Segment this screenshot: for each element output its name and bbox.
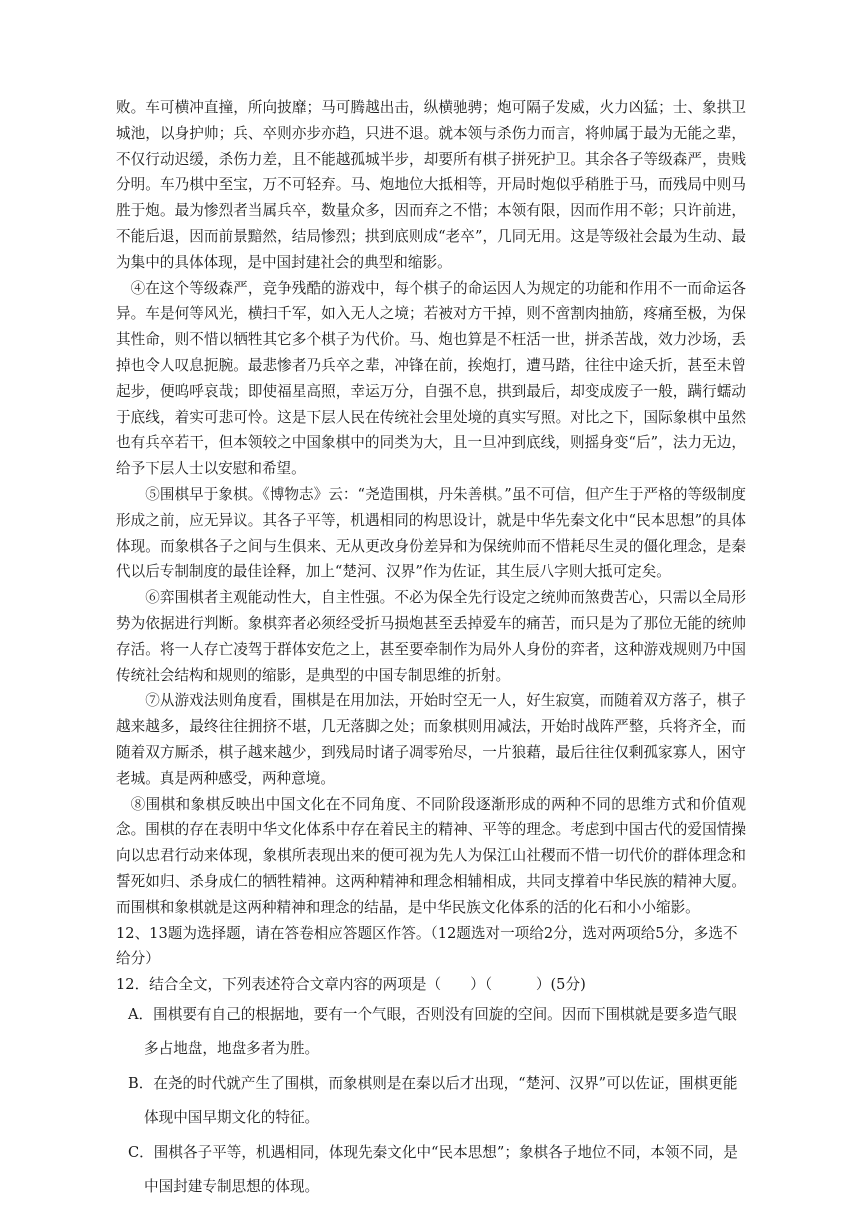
- paragraph-7: ⑦从游戏法则角度看，围棋是在用加法，开始时空无一人，好生寂寞，而随着双方落子，棋子越来越多，最终往往拥挤不堪，几无落脚之处；而象棋则用减法，开始时战阵严整，兵将齐全，而随着双方厮杀，棋子越来越少，到残局时诸子凋零殆尽，一片狼藉，最后往往仅剩孤家寡人，困守老城。真是两种感受，两种意境。: [116, 692, 746, 787]
- article-body: [116, 95, 746, 1205]
- paragraph-8: ⑧围棋和象棋反映出中国文化在不同角度、不同阶段逐渐形成的两种不同的思维方式和价值观念。围棋的存在表明中华文化体系中存在着民主的精神、平等的理念。考虑到中国古代的爱国情操向以忠君行动来体现，象棋所表现出来的便可视为先人为保江山社稷而不惜一切代价的群体理念和誓死如归、杀身成仁的牺牲精神。这两种精神和理念相辅相成，共同支撑着中华民族的精神大厦。而围棋和象棋就是这两种精神和理念的结晶，是中华民族文化体系的活的化石和小小缩影。: [116, 795, 746, 916]
- option-a-text: 围棋要有自己的根据地，要有一个气眼，否则没有回旋的空间。因而下围棋就是要多造气眼多占地盘，地盘多者为胜。: [144, 1005, 737, 1058]
- option-a: [116, 998, 746, 1067]
- option-c-text: 围棋各子平等，机遇相同，体现先秦文化中“民本思想”；象棋各子地位不同，本领不同，是中国封建专制思想的体现。: [144, 1143, 738, 1196]
- choice-instructions: 12、13题为选择题，请在答卷相应答题区作答。（12题选对一项给2分，选对两项给5分，多选不给分）: [116, 924, 738, 968]
- option-a-letter: A．: [128, 1005, 154, 1023]
- question-12-stem: 12．结合全文，下列表述符合文章内容的两项是（ ）（ ）(5分): [116, 976, 586, 994]
- option-b: [116, 1067, 746, 1136]
- option-b-text: 在尧的时代就产生了围棋，而象棋则是在秦以后才出现，“楚河、汉界”可以佐证，围棋更能体现中国早期文化的特征。: [144, 1074, 738, 1127]
- option-c: [116, 1136, 746, 1205]
- option-b-letter: B．: [128, 1074, 154, 1092]
- paragraph-3-continued: 败。车可横冲直撞，所向披靡；马可腾越出击，纵横驰骋；炮可隔子发威，火力凶猛；士、象拱卫城池，以身护帅；兵、卒则亦步亦趋，只进不退。就本领与杀伤力而言，将帅属于最为无能之辈，不仅行动迟缓，杀伤力差，且不能越孤城半步，却要所有棋子拼死护卫。其余各子等级森严，贵贱分明。车乃棋中至宝，万不可轻弃。马、炮地位大抵相等，开局时炮似乎稍胜于马，而残局中则马胜于炮。最为惨烈者当属兵卒，数量众多，因而弃之不惜；本领有限，因而作用不彰；只许前进，不能后退，因而前景黯然，结局惨烈；拱到底则成“老卒”，几同无用。这是等级社会最为生动、最为集中的具体体现，是中国封建社会的典型和缩影。: [116, 99, 746, 271]
- paragraph-5: ⑤围棋早于象棋。《博物志》云：“尧造围棋，丹朱善棋。”虽不可信，但产生于严格的等级制度形成之前，应无异议。其各子平等，机遇相同的构思设计，就是中华先秦文化中“民本思想”的具体体现。而象棋各子之间与生俱来、无从更改身份差异和为保统帅而不惜耗尽生灵的僵化理念，是秦代以后专制制度的最佳诠释，加上“楚河、汉界”作为佐证，其生辰八字则大抵可定矣。: [116, 485, 746, 581]
- option-c-letter: C．: [128, 1143, 154, 1161]
- paragraph-6: ⑥弈围棋者主观能动性大，自主性强。不必为保全先行设定之统帅而煞费苦心，只需以全局形势为依据进行判断。象棋弈者必须经受折马损炮甚至丢掉爱车的痛苦，而只是为了那位无能的统帅存活。将一人存亡凌驾于群体安危之上，甚至要牵制作为局外人身份的弈者，这种游戏规则乃中国传统社会结构和规则的缩影，是典型的中国专制思维的折射。: [116, 589, 746, 684]
- paragraph-4: ④在这个等级森严，竞争残酷的游戏中，每个棋子的命运因人为规定的功能和作用不一而命运各异。车是何等风光，横扫千军，如入无人之境；若被对方干掉，则不啻割肉抽筋，疼痛至极，为保其性命，则不惜以牺牲其它多个棋子为代价。马、炮也算是不枉活一世，拼杀苦战，效力沙场，丢掉也令人叹息扼腕。最悲惨者乃兵卒之辈，冲锋在前，挨炮打，遭马踏，往往中途夭折，甚至未曾起步，便呜呼哀哉；即使福星高照，幸运万分，自强不息，拱到最后，却变成废子一般，蹒行蠕动于底线，着实可悲可怜。这是下层人民在传统社会里处境的真实写照。对比之下，国际象棋中虽然也有兵卒若干，但本领较之中国象棋中的同类为大，且一旦冲到底线，则摇身变“后”，法力无边，给予下层人士以安慰和希望。: [116, 279, 746, 478]
